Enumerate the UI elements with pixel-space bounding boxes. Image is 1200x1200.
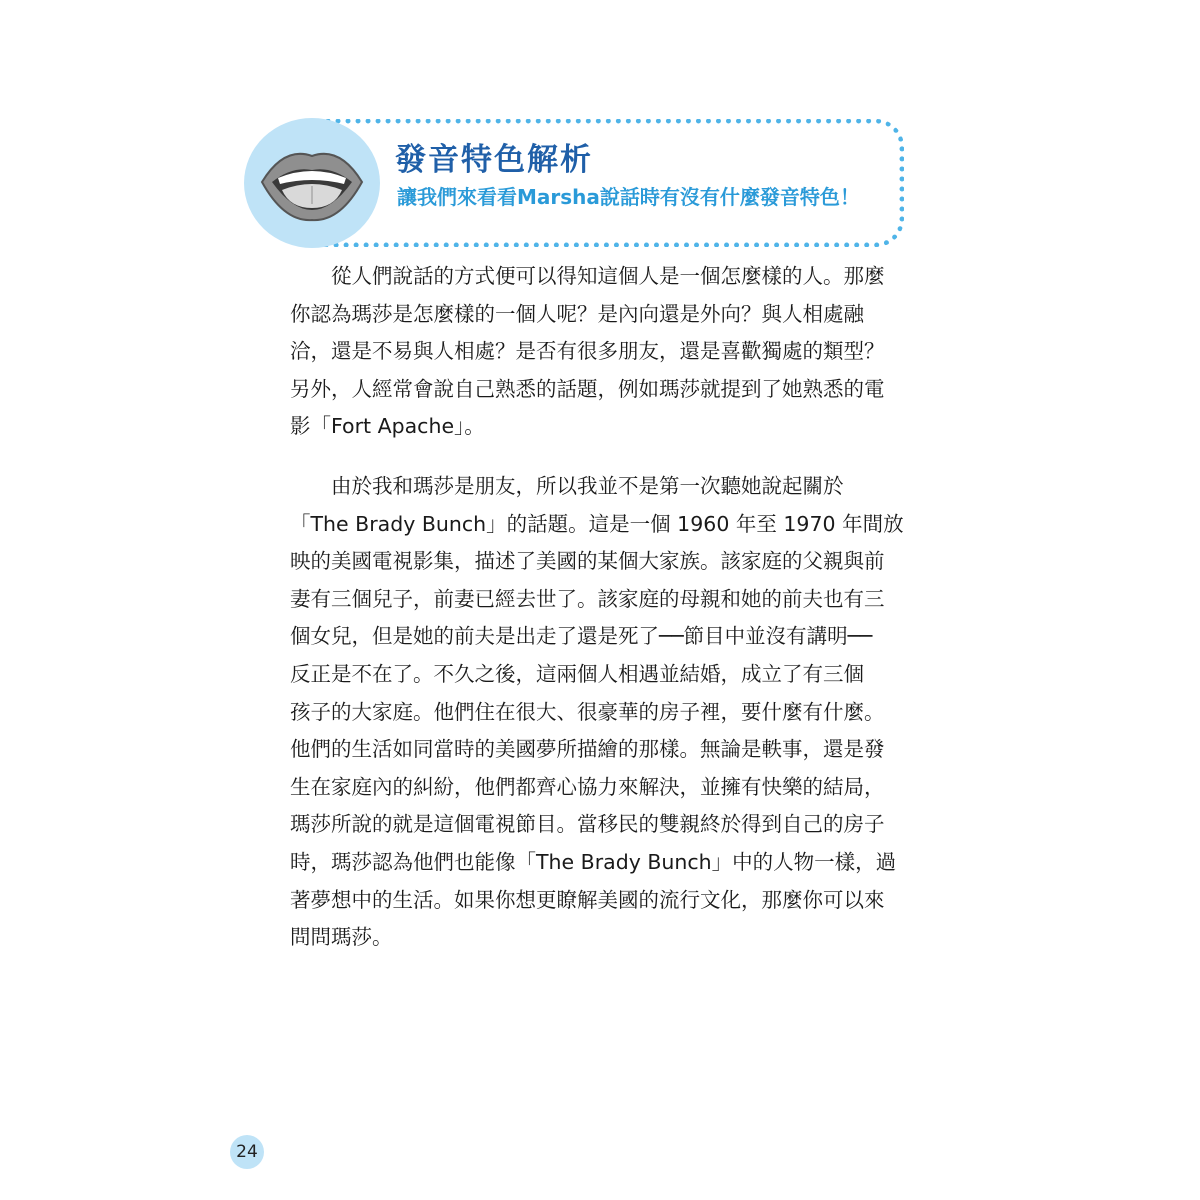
text-line: 他們的生活如同當時的美國夢所描繪的那樣。無論是軼事，還是發 — [290, 737, 885, 762]
mouth-icon — [244, 118, 380, 248]
text-line: 由於我和瑪莎是朋友，所以我並不是第一次聽她說起關於 — [290, 474, 844, 498]
text-line: 著夢想中的生活。如果你想更瞭解美國的流行文化，那麼你可以來 — [290, 887, 885, 912]
text-line: 另外，人經常會說自己熟悉的話題，例如瑪莎就提到了她熟悉的電 — [290, 376, 885, 401]
text-line: 反正是不在了。不久之後，這兩個人相遇並結婚，成立了有三個 — [290, 661, 864, 686]
section-title: 發音特色解析 — [395, 142, 593, 178]
page-number: 24 — [230, 1135, 264, 1169]
text-line: 影「Fort Apache」。 — [290, 414, 485, 439]
text-line: 從人們說話的方式便可以得知這個人是一個怎麼樣的人。那麼 — [290, 264, 885, 288]
text-line: 問問瑪莎。 — [290, 925, 393, 950]
text-line: 孩子的大家庭。他們住在很大、很豪華的房子裡，要什麼有什麼。 — [290, 699, 885, 724]
text-line: 個女兒，但是她的前夫是出走了還是死了──節目中並沒有講明── — [290, 624, 873, 649]
text-line: 妻有三個兒子，前妻已經去世了。該家庭的母親和她的前夫也有三 — [290, 586, 885, 611]
text-line: 映的美國電視影集，描述了美國的某個大家族。該家庭的父親與前 — [290, 549, 885, 574]
text-line: 生在家庭內的糾紛，他們都齊心協力來解決，並擁有快樂的結局， — [290, 774, 885, 799]
text-line: 你認為瑪莎是怎麼樣的一個人呢？是內向還是外向？與人相處融 — [290, 301, 864, 326]
section-subtitle: 讓我們來看看Marsha說話時有沒有什麼發音特色！ — [397, 185, 860, 209]
paragraph-1 — [290, 258, 910, 446]
paragraph-2 — [290, 468, 910, 957]
text-line: 時，瑪莎認為他們也能像「The Brady Bunch」中的人物一樣，過 — [290, 849, 897, 874]
text-line: 瑪莎所說的就是這個電視節目。當移民的雙親終於得到自己的房子 — [290, 812, 885, 837]
text-line: 「The Brady Bunch」的話題。這是一個 1960 年至 1970 年間放 — [290, 511, 904, 536]
text-line: 洽，還是不易與人相處？是否有很多朋友，還是喜歡獨處的類型？ — [290, 339, 885, 364]
